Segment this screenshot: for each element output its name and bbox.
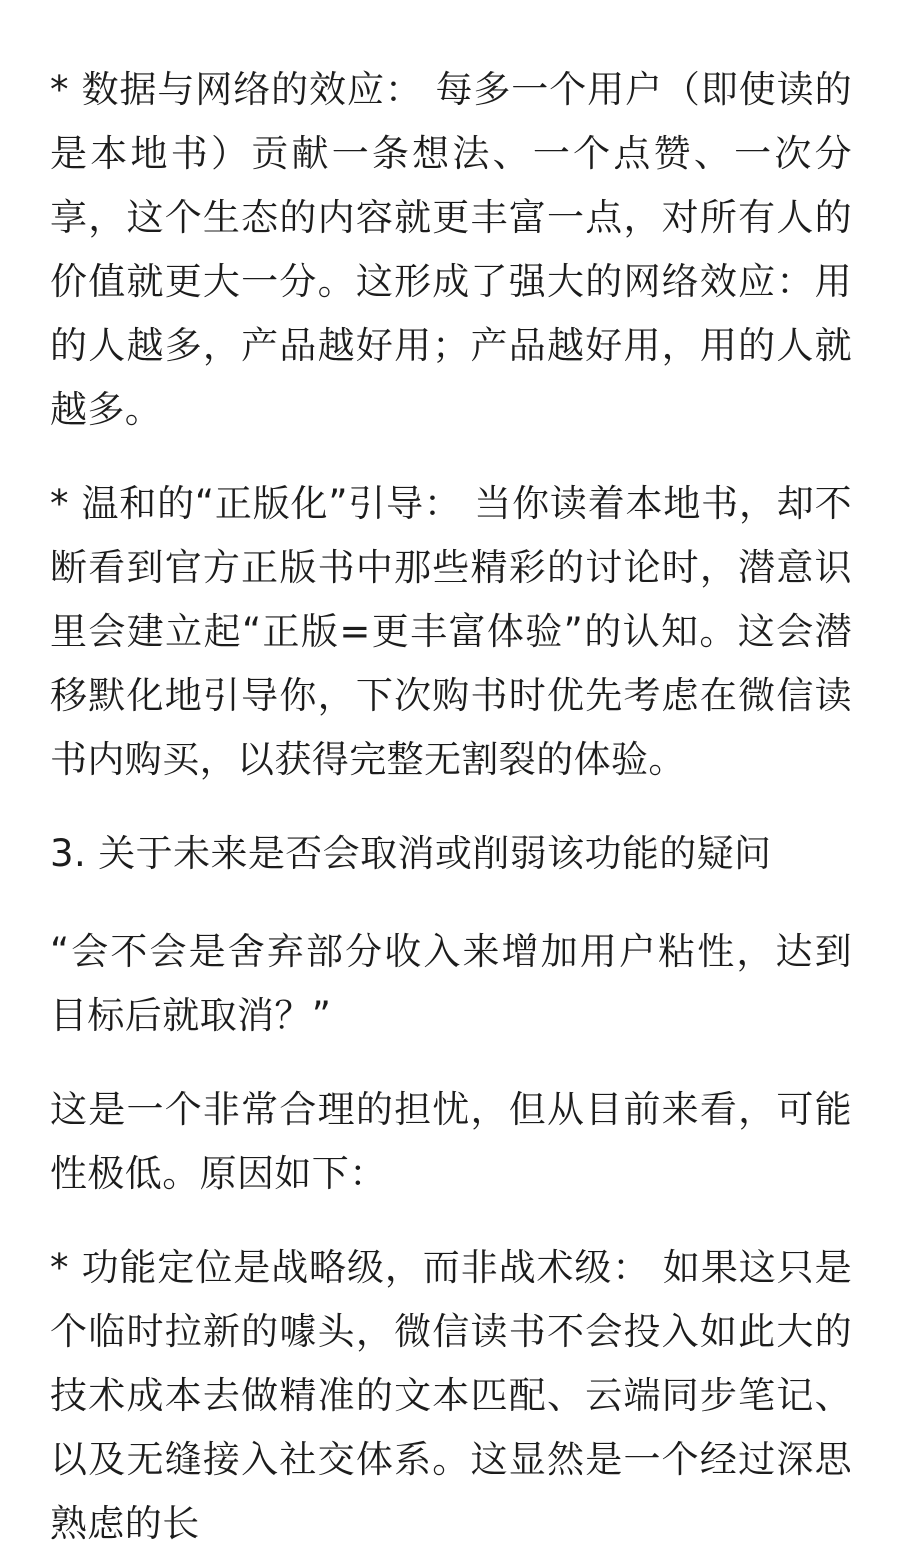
- paragraph-network-effect: * 数据与网络的效应： 每多一个用户（即使读的是本地书）贡献一条想法、一个点赞、一次分享，这个生态的内容就更丰富一点，对所有人的价值就更大一分。这形成了强大的网络效应：用的人越多，产品越好用；产品越好用，用的人就越多。: [50, 68, 852, 431]
- paragraph-answer-intro: 这是一个非常合理的担忧，但从目前来看，可能性极低。原因如下：: [50, 1088, 852, 1195]
- section-heading: 3. 关于未来是否会取消或削弱该功能的疑问: [50, 832, 772, 875]
- paragraph-legit-guidance: * 温和的“正版化”引导： 当你读着本地书，却不断看到官方正版书中那些精彩的讨论时，潜意识里会建立起“正版=更丰富体验”的认知。这会潜移默化地引导你，下次购书时优先考虑在微信读书内购买，以获得完整无割裂的体验。: [50, 482, 852, 781]
- quoted-question: “会不会是舍弃部分收入来增加用户粘性，达到目标后就取消？”: [50, 930, 852, 1037]
- paragraph-strategic-positioning: * 功能定位是战略级，而非战术级： 如果这只是个临时拉新的噱头，微信读书不会投入如此大的技术成本去做精准的文本匹配、云端同步笔记、以及无缝接入社交体系。这显然是一个经过深思熟虑的长: [50, 1246, 852, 1545]
